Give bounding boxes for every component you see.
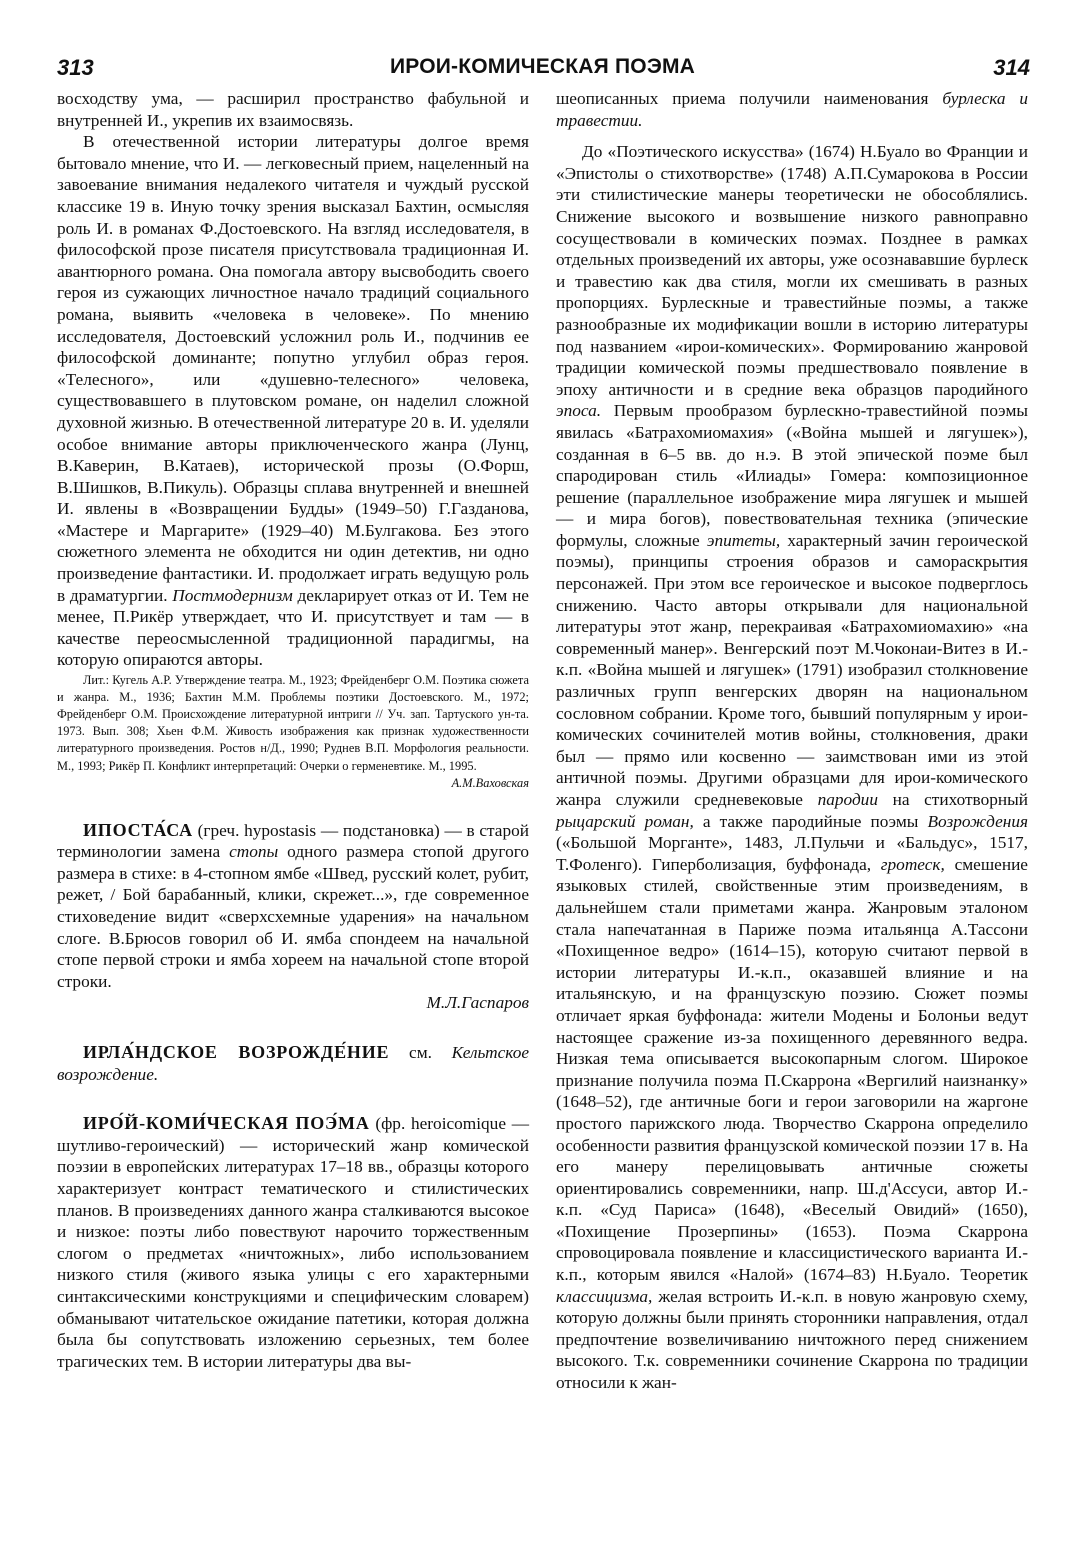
entry-headword: ИРЛА́НДСКОЕ ВОЗРОЖДЕ́НИЕ bbox=[83, 1042, 390, 1063]
running-title: ИРОИ-КОМИЧЕСКАЯ ПОЭМА bbox=[389, 55, 696, 78]
paragraph-history: В отечественной истории литературы долгое время бытовало мнение, что И. — легковесный прием, нацеленный на завоевание внимания недалекого читателя и чуждый русской классике 19 в. Иную точку зрения высказал Бахтин, осмысляя роль И. в романах Ф.Достоевского. На взгляд исследователя, в философской прозе писателя присутствовала традиционная И. авантюрного романа. Она помогала автору высвободить своего героя из сужающих личностное начало традиций социального романа, выявить «человека в человеке». По мнению исследователя, Достоевский усложнил роль И., подчинив ее философской доминанте; попутно углубил образ героя. «Телесного», или «душевно-телесного» человека, существовавшего в плутовском романе, он наделил сложной духовной жизнью. В отечественной литературе 20 в. И. уделяли особое внимание авторы приключенческого жанра (Лунц, В.Каверин, В.Катаев), исторической прозы (О.Форш, В.Шишков, В.Пикуль). Образцы сплава внутренней и внешней И. явлены в «Возвращении Будды» (1949–50) Г.Газданова, «Мастере и Маргарите» (1929–40) М.Булгакова. Без этого сюжетного элемента не обходится ни один детектив, ни одно произведение фантастики. И. продолжает играть ведущую роль в драматургии. Постмодернизм декларирует отказ от И. Тем не менее, П.Рикёр утверждает, что И. присутствует и там — в качестве переосмысленной традиционной парадигмы, на которую опираются авторы. bbox=[57, 132, 529, 670]
author-signature: М.Л.Гаспаров bbox=[426, 993, 529, 1013]
author-signature: А.М.Ваховская bbox=[451, 775, 529, 790]
entry-irish-revival: ИРЛА́НДСКОЕ ВОЗРОЖДЕ́НИЕ см. Кельтское возрождение. bbox=[57, 1042, 530, 1084]
entry-ipostasa: ИПОСТА́СА (греч. hypostasis — подстановка) — в старой терминологии замена стопы одного размера стопой другого размера в стихе: в 4-стопном ямбе «Швед, русский колет, рубит, режет, / Бой барабанный, клики, скрежет...», где современное стиховедение видит «сверхсхемные ударения» на начальном слоге. В.Брюсов говорил об И. ямба спондеем на начальной стопе первой строки и ямба хореем на начальной стопе второй строки. М.Л.Гаспаров bbox=[57, 819, 530, 1013]
entry-headword: ИПОСТА́СА bbox=[83, 819, 193, 840]
page-number-right: 314 bbox=[993, 55, 1030, 80]
paragraph-continued: шеописанных приема получили наименования бурлеска и травестии. bbox=[556, 89, 1028, 130]
page-number-left: 313 bbox=[57, 55, 94, 80]
literature-references: Лит.: Кугель А.Р. Утверждение театра. М., 1923; Фрейденберг О.М. Поэтика сюжета и жанра. М., 1936; Бахтин М.М. Проблемы поэтики Достоевского. М., 1972; Фрейденберг О.М. Происхождение литературной интриги // Уч. зап. Тартуского ун-та. 1973. Вып. 308; Хьен Ф.М. Живость изображения как признак художественности литературного произведения. Ростов н/Д., 1990; Руднев В.П. Морфология реальности. М., 1993; Рикёр П. Конфликт интерпретаций: Очерки о герменевтике. М., 1995. А.М.Ваховская bbox=[57, 672, 529, 792]
left-column bbox=[57, 88, 529, 1372]
right-column bbox=[556, 88, 1028, 1394]
page-header bbox=[0, 55, 1085, 85]
entry-headword: ИРО́Й-КОМИ́ЧЕСКАЯ ПОЭ́МА bbox=[83, 1113, 370, 1134]
paragraph-genre-history: До «Поэтического искусства» (1674) Н.Буало во Франции и «Эпистолы о стихотворстве» (1748) А.П.Сумарокова в России эти стилистические манеры теоретически не обособлялись. Снижение высокого и возвышение низкого равноправно сосуществовали в комических поэмах. Позднее в рамках отдельных произведений их авторы, уже осознававшие бурлеск и травестию как два стиля, могли их смешивать в разных пропорциях. Бурлескные и травестийные поэмы, а также разнообразные их модификации вошли в историю литературы под названием «ирои-комических». Формированию жанровой традиции комической поэмы предшествовало появление в эпоху античности и в средние века образцов пародийного эпоса. Первым прообразом бурлескно-травестийной поэмы явилась «Батрахомиомахия» («Война мышей и лягушек»), созданная в 6–5 вв. до н.э. В этой эпической поэме был спародирован стиль «Илиады» Гомера: композиционное решение (параллельное изображение мира лягушек и мышей — и мира богов), повествовательная техника (эпические формулы, сложные эпитеты, характерный зачин героической поэмы), принципы строения образов и самораскрытия персонажей. При этом все героическое и высокое подверглось снижению. Часто авторы открывали для национальной литературы этот жанр, перекраивая «Батрахомиомахию» «на современный манер». Венгерский поэт М.Чоконаи-Витез в И.-к.п. «Война мышей и лягушек» (1791) изобразил столкновение различных групп венгерских дворян на национальном сословном собрании. Кроме того, бывший популярным у ирои-комических сочинителей мотив войны, столкновения, драки был — прямо или косвенно — заимствован ими из этой античной поэмы. Другими образцами для ирои-комического жанра служили средневековые пародии на стихотворный рыцарский роман, а также пародийные поэмы Возрождения («Большой Морганте», 1483, Л.Пульчи и «Бальдус», 1517, Т.Фоленго). Гиперболизация, буффонада, гротеск, смешение языковых стилей, свойственные этим произведениям, в дальнейшем стали приметами жанра. Жанровым эталоном стала напечатанная в Париже поэма итальянца А.Тассони «Похищенное ведро» (1614–15), которую считают первой в истории литературы И.-к.п., оказавшей влияние и на итальянскую, и на французскую поэзию. Сюжет поэмы отличает яркая буффонада: жители Модены и Болоньи ведут настоящее сражение из-за похищенного деревянного ведра. Низкая тема описывается высокопарным слогом. Широкое признание получила поэма П.Скаррона «Вергилий наизнанку» (1648–52), где античные боги и герои заговорили на жаргоне простого парижского люда. Творчество Скаррона определило особенности развития французской комической поэзии 17 в. На его манеру перелицовывать античные сюжеты ориентировались современники, напр. Ш.д'Ассуси, автор И.-к.п. «Суд Париса» (1648), «Веселый Овидий» (1650), «Похищение Прозерпины» (1653). Поэма Скаррона спровоцировала появление и классицистического варианта И.-к.п., которым явился «Налой» (1674–83) Н.Буало. Теоретик классицизма, желая встроить И.-к.п. в новую жанровую схему, которую должны были принять сторонники направления, отдал предпочтение возвеличиванию ничтожного перед снижением высокого. Т.к. современники сочинение Скаррона по традиции относили к жан- bbox=[556, 142, 1029, 1393]
entry-heroicomic-poem: ИРО́Й-КОМИ́ЧЕСКАЯ ПОЭ́МА (фр. heroicomique — шутливо-героический) — исторический жанр комической поэзии в европейских литературах 17–18 вв., образцы которого характеризует контраст тематического и стилистических планов. В произведениях данного жанра сталкиваются высокое и низкое: поэты либо повествуют нарочито торжественным слогом о предметах «ничтожных», либо использованием низкого стиля (живого языка улицы с его характерными синтаксическими конструкциями и специфическим словарем) обманывают читательское ожидание патетики, которая должна была бы сопутствовать изложению серьезных, тем более трагических тем. В истории литературы два вы- bbox=[57, 1113, 529, 1371]
paragraph-continued: восходству ума, — расширил пространство фабульной и внутренней И., укрепив их взаимосвязь. bbox=[57, 89, 529, 130]
